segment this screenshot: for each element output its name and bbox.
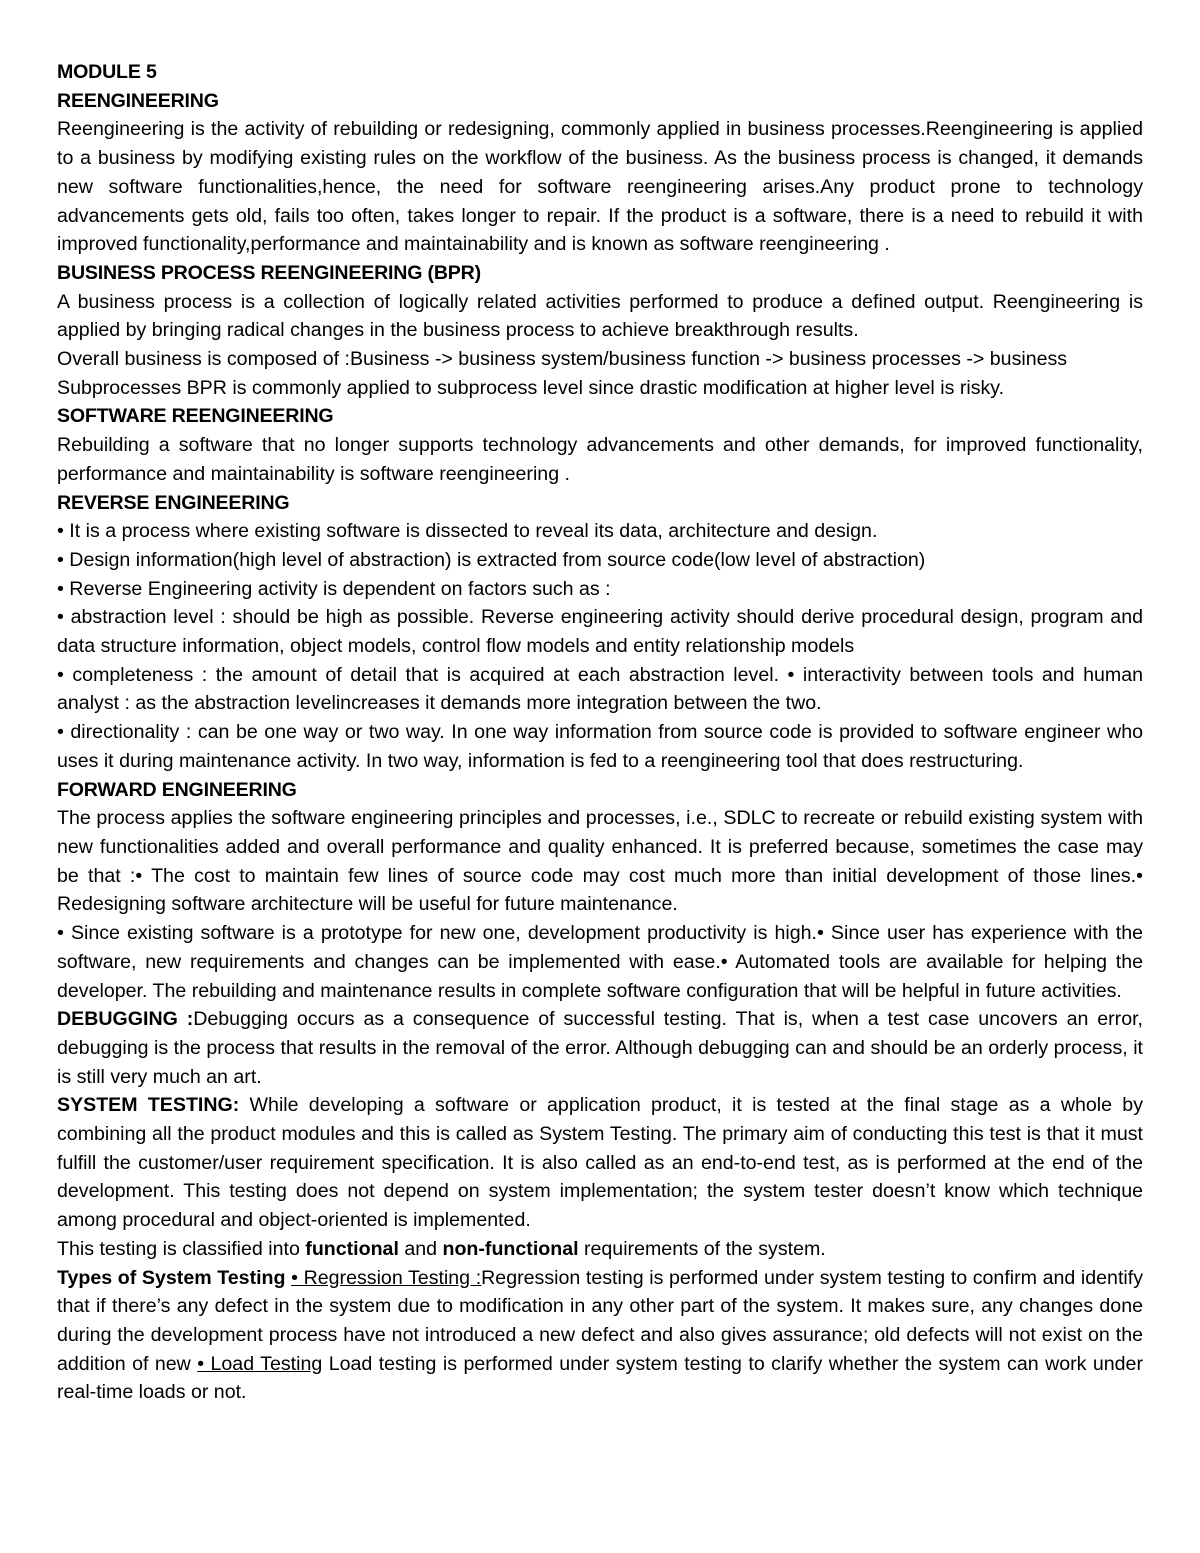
load-testing-text: Load testing is performed under system testing to clarify whether the system can work under real-time loads or not. xyxy=(57,1352,1143,1404)
reverse-engineering-bullet: • directionality : can be one way or two way. In one way information from source code is provided to software engineer who uses it during maintenance activity. In two way, information is fed to a reengineering tool that does restructuring. xyxy=(57,721,1143,772)
non-functional-term: non-functional xyxy=(442,1237,579,1260)
forward-engineering-heading: FORWARD ENGINEERING xyxy=(57,778,297,801)
reverse-engineering-bullet: • abstraction level : should be high as possible. Reverse engineering activity should derive procedural design, program and data structure information, object models, control flow models and entity relationship models xyxy=(57,606,1143,658)
module-title: MODULE 5 xyxy=(57,61,157,83)
reengineering-paragraph: Reengineering is the activity of rebuilding or redesigning, commonly applied in business processes.Reengineering is applied to a business by modifying existing rules on the workflow of the business. As the business process is changed, it demands new software functionalities,hence, the need for software reengineering arises.Any product prone to technology advancements gets old, fails too often, takes longer to repair. If the product is a software, there is a need to rebuild it with improved functionality,performance and maintainability and is known as software reengineering . xyxy=(57,118,1143,256)
load-testing-link[interactable]: • Load Testing xyxy=(197,1352,323,1375)
system-testing-paragraph xyxy=(57,1091,1143,1235)
forward-engineering-paragraph-2: • Since existing software is a prototype for new one, development productivity is high.• Since user has experience with the software, new requirements and changes can be implemented with ease.• Automated tools are available for helping the developer. The rebuilding and maintenance results in complete software configuration that will be helpful in future activities. xyxy=(57,922,1143,1002)
debugging-paragraph xyxy=(57,1005,1143,1091)
bpr-heading: BUSINESS PROCESS REENGINEERING (BPR) xyxy=(57,261,481,284)
regression-testing-text: Regression testing is performed under system testing to confirm and identify that if there’s any defect in the system due to modification in any other part of the system. It makes sure, any changes done during the development process have not introduced a new defect and also gives assurance; old defects will not exist on the addition of new xyxy=(57,1266,1143,1375)
reengineering-heading: REENGINEERING xyxy=(57,89,219,112)
reverse-engineering-bullet: • It is a process where existing software is dissected to reveal its data, architecture and design. xyxy=(57,520,878,543)
classification-paragraph xyxy=(57,1235,1143,1264)
types-paragraph xyxy=(57,1264,1143,1408)
reverse-engineering-bullet: • Design information(high level of abstraction) is extracted from source code(low level of abstraction) xyxy=(57,548,926,571)
debugging-text: Debugging occurs as a consequence of successful testing. That is, when a test case uncovers an error, debugging is the process that results in the removal of the error. Although debugging can and should be an orderly process, it is still very much an art. xyxy=(57,1008,1143,1088)
system-testing-label: SYSTEM TESTING: xyxy=(57,1094,240,1117)
classification-and: and xyxy=(398,1237,443,1260)
document-page xyxy=(57,58,1143,1407)
regression-testing-link[interactable]: • Regression Testing : xyxy=(291,1266,482,1289)
reverse-engineering-bullet: • completeness : the amount of detail that is acquired at each abstraction level. • interactivity between tools and human analyst : as the abstraction levelincreases it demands more integration between the two. xyxy=(57,663,1143,715)
software-reengineering-paragraph: Rebuilding a software that no longer supports technology advancements and other demands, for improved functionality, performance and maintainability is software reengineering . xyxy=(57,434,1143,485)
bpr-paragraph-1: A business process is a collection of logically related activities performed to produce a defined output. Reengineering is applied by bringing radical changes in the business process to achieve breakthrough results. xyxy=(57,290,1143,342)
debugging-label: DEBUGGING : xyxy=(57,1008,194,1031)
classification-suffix: requirements of the system. xyxy=(578,1237,826,1260)
bpr-paragraph-2: Overall business is composed of :Business -> business system/business function -> business processes -> business Subprocesses BPR is commonly applied to subprocess level since drastic modification at higher level is risky. xyxy=(57,348,1068,399)
reverse-engineering-bullet: • Reverse Engineering activity is dependent on factors such as : xyxy=(57,577,611,600)
software-reengineering-heading: SOFTWARE REENGINEERING xyxy=(57,405,334,428)
forward-engineering-paragraph-1: The process applies the software engineering principles and processes, i.e., SDLC to recreate or rebuild existing system with new functionalities added and overall performance and quality enhanced. It is preferred because, sometimes the case may be that :• The cost to maintain few lines of source code may cost much more than initial development of those lines.• Redesigning software architecture will be useful for future maintenance. xyxy=(57,807,1143,916)
classification-prefix: This testing is classified into xyxy=(57,1237,306,1260)
reverse-engineering-heading: REVERSE ENGINEERING xyxy=(57,491,290,514)
functional-term: functional xyxy=(305,1237,399,1260)
types-label: Types of System Testing xyxy=(57,1266,286,1289)
system-testing-text: While developing a software or application product, it is tested at the final stage as a whole by combining all the product modules and this is called as System Testing. The primary aim of conducting this test is that it must fulfill the customer/user requirement specification. It is also called as an end-to-end test, as is performed at the end of the development. This testing does not depend on system implementation; the system tester doesn’t know which technique among procedural and object-oriented is implemented. xyxy=(57,1094,1144,1232)
